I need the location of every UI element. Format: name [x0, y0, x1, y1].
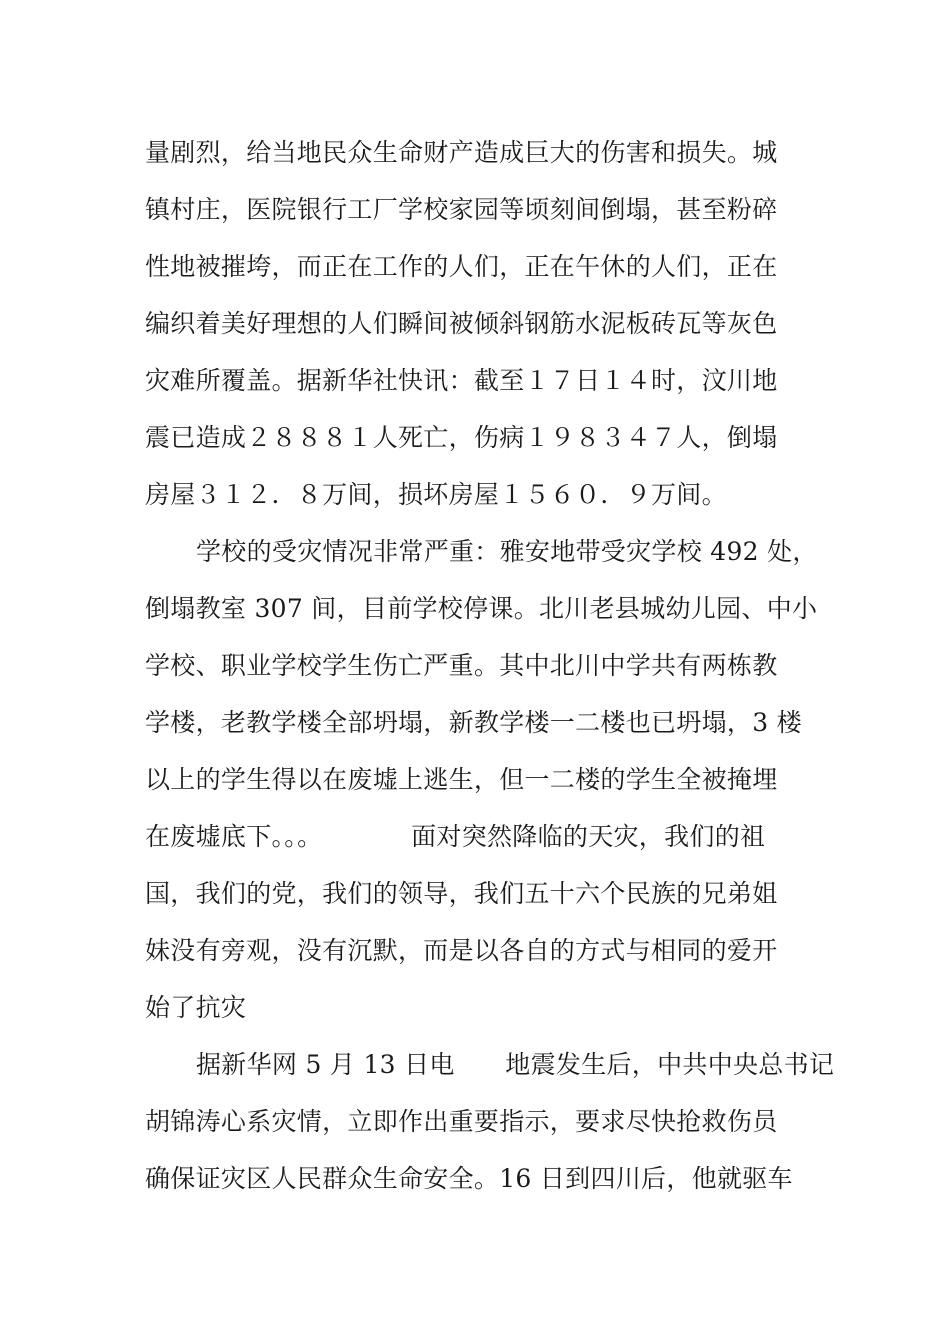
- text-line: 以上的学生得以在废墟上逃生，但一二楼的学生全被掩埋: [145, 765, 778, 794]
- paragraph-first-line: 学校的受灾情况非常严重：雅安地带受灾学校 492 处，: [196, 537, 818, 566]
- text-line: 在废墟底下。。。 面对突然降临的天灾，我们的祖: [145, 822, 766, 851]
- text-line: 震已造成２８８８１人死亡，伤病１９８３４７人，倒塌: [145, 423, 778, 452]
- text-line: 妹没有旁观，没有沉默，而是以各自的方式与相同的爱开: [145, 936, 778, 965]
- text-line: 国，我们的党，我们的领导，我们五十六个民族的兄弟姐: [145, 879, 778, 908]
- text-line: 房屋３１２．８万间，损坏房屋１５６０．９万间。: [145, 480, 727, 509]
- text-line: 始了抗灾: [145, 993, 247, 1022]
- text-line: 学楼，老教学楼全部坍塌，新教学楼一二楼也已坍塌，3 楼: [145, 708, 802, 737]
- text-line: 倒塌教室 307 间，目前学校停课。北川老县城幼儿园、中小: [145, 594, 818, 623]
- paragraph-first-line: 据新华网 5 月 13 日电 地震发生后，中共中央总书记: [196, 1050, 835, 1079]
- text-line: 镇村庄，医院银行工厂学校家园等顷刻间倒塌，甚至粉碎: [145, 195, 778, 224]
- text-line: 确保证灾区人民群众生命安全。16 日到四川后，他就驱车: [145, 1164, 793, 1193]
- text-line: 量剧烈，给当地民众生命财产造成巨大的伤害和损失。城: [145, 138, 778, 167]
- text-line: 灾难所覆盖。据新华社快讯：截至１７日１４时，汶川地: [145, 366, 778, 395]
- text-line: 性地被摧垮，而正在工作的人们，正在午休的人们，正在: [145, 252, 778, 281]
- text-line: 胡锦涛心系灾情，立即作出重要指示，要求尽快抢救伤员: [145, 1107, 778, 1136]
- text-line: 编织着美好理想的人们瞬间被倾斜钢筋水泥板砖瓦等灰色: [145, 309, 778, 338]
- text-line: 学校、职业学校学生伤亡严重。其中北川中学共有两栋教: [145, 651, 778, 680]
